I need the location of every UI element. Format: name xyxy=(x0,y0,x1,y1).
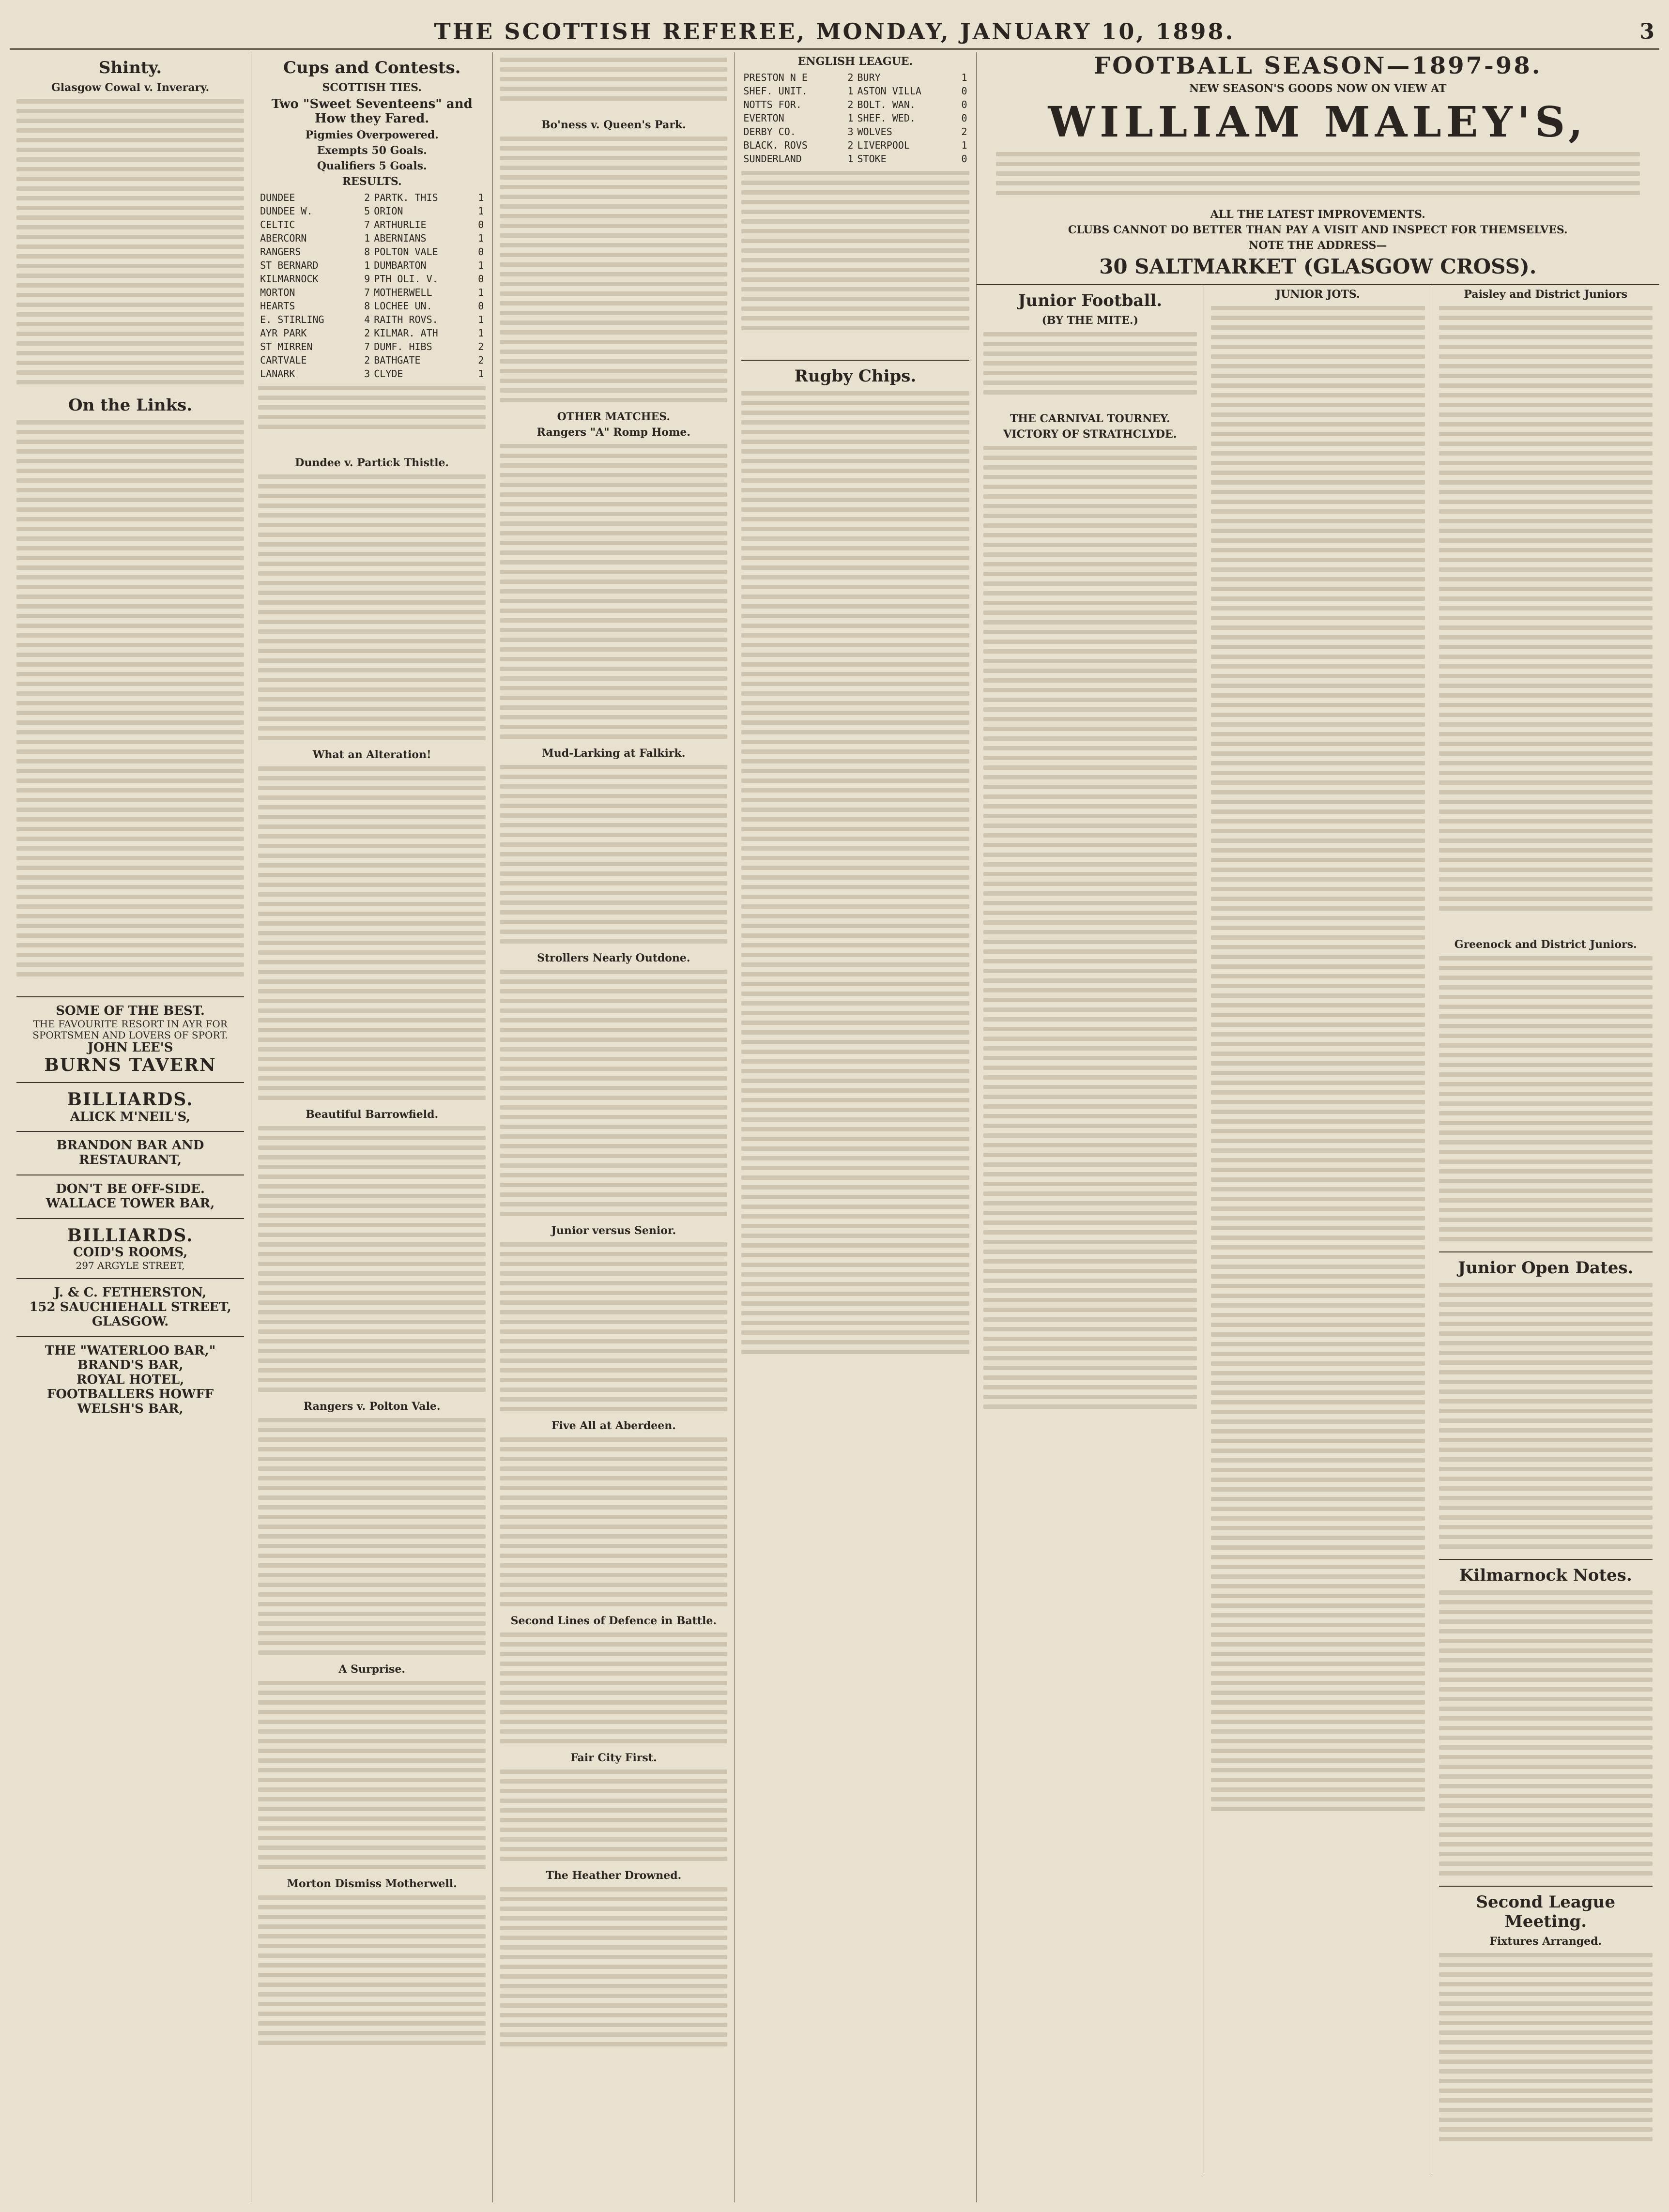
table-row xyxy=(741,138,969,152)
league-cell: 0 xyxy=(961,85,967,97)
league-cell: ASTON VILLA xyxy=(857,85,921,97)
column-2 xyxy=(251,52,493,2202)
morton-text xyxy=(258,1895,486,2089)
heather-heading: The Heather Drowned. xyxy=(546,1869,682,1882)
result-cell: DUNDEE W. xyxy=(260,205,313,217)
table-row xyxy=(741,84,969,98)
result-cell: 2 xyxy=(478,341,484,352)
table-row xyxy=(741,111,969,125)
league-cell: SHEF. UNIT. xyxy=(743,85,808,97)
result-cell: ORION xyxy=(374,205,403,217)
dundee-heading: Dundee v. Partick Thistle. xyxy=(295,457,449,469)
table-row xyxy=(258,191,486,204)
league-cell: 1 xyxy=(961,72,967,83)
league-cell: PRESTON N E xyxy=(743,72,808,83)
table-row xyxy=(258,259,486,272)
result-cell: KILMARNOCK xyxy=(260,273,319,285)
links-heading: On the Links. xyxy=(68,396,193,415)
ad-mcneil: ALICK M'NEIL'S, xyxy=(70,1109,191,1124)
paisley-heading: Paisley and District Juniors xyxy=(1464,288,1628,301)
column-1 xyxy=(10,52,251,2202)
kilmarnock-heading: Kilmarnock Notes. xyxy=(1459,1566,1632,1585)
shinty-text xyxy=(16,99,244,390)
league-standings xyxy=(741,171,969,355)
boness-text xyxy=(500,137,727,408)
dundee-text xyxy=(258,474,486,746)
table-row xyxy=(741,71,969,84)
column-3 xyxy=(493,52,735,2202)
league-cell: WOLVES xyxy=(857,126,892,137)
league-cell: 2 xyxy=(847,72,854,83)
cups-sub2: Two "Sweet Seventeens" and How they Fared. xyxy=(271,97,473,126)
league-cell: 1 xyxy=(847,153,854,165)
greenock-text xyxy=(1439,956,1653,1247)
surprise-text xyxy=(258,1681,486,1875)
table-row xyxy=(258,204,486,218)
english-league-heading: ENGLISH LEAGUE. xyxy=(797,55,913,68)
maley-line4: NOTE THE ADDRESS— xyxy=(1249,239,1387,252)
second-league-heading: Second League Meeting. xyxy=(1476,1892,1616,1931)
result-cell: POLTON VALE xyxy=(374,246,438,258)
second-lines-heading: Second Lines of Defence in Battle. xyxy=(510,1615,717,1627)
rangers-a-text xyxy=(500,444,727,744)
table-row xyxy=(258,340,486,353)
table-row xyxy=(258,245,486,259)
result-cell: 1 xyxy=(364,259,370,271)
surprise-heading: A Surprise. xyxy=(338,1663,405,1676)
result-cell: 1 xyxy=(478,368,484,380)
fair-city-heading: Fair City First. xyxy=(570,1752,657,1764)
result-cell: RANGERS xyxy=(260,246,301,258)
maley-ad xyxy=(977,52,1659,285)
right-columns xyxy=(977,285,1659,2173)
masthead-title: THE SCOTTISH REFEREE, MONDAY, JANUARY 10, 1898. xyxy=(434,18,1235,45)
maley-name: WILLIAM MALEY'S, xyxy=(1048,98,1588,147)
league-cell: STOKE xyxy=(857,153,887,165)
maley-line1: NEW SEASON'S GOODS NOW ON VIEW AT xyxy=(1189,82,1447,95)
strollers-heading: Strollers Nearly Outdone. xyxy=(537,952,690,964)
league-cell: BURY xyxy=(857,72,881,83)
result-cell: 4 xyxy=(364,314,370,325)
open-dates-heading: Junior Open Dates. xyxy=(1458,1258,1634,1278)
maley-address: 30 SALTMARKET (GLASGOW CROSS). xyxy=(1099,255,1537,278)
league-cell: SHEF. WED. xyxy=(857,112,916,124)
result-cell: PARTK. THIS xyxy=(374,192,438,203)
ad-billiards-title-2: BILLIARDS. xyxy=(67,1225,194,1246)
alteration-text xyxy=(258,766,486,1105)
table-row xyxy=(258,218,486,231)
result-cell: DUMBARTON xyxy=(374,259,427,271)
aberdeen-text xyxy=(500,1437,727,1612)
ad-fetherston xyxy=(16,1286,244,1329)
result-cell: KILMAR. ATH xyxy=(374,327,438,339)
ad-lee-title: JOHN LEE'S xyxy=(87,1040,173,1055)
ad-coids-address: 297 ARGYLE STREET, xyxy=(76,1260,185,1272)
results-heading: RESULTS. xyxy=(342,175,402,188)
barrowfield-heading: Beautiful Barrowfield. xyxy=(306,1108,439,1121)
second-lines-text xyxy=(500,1632,727,1749)
ad-misc xyxy=(16,1344,244,1416)
ad-royal-hotel: ROYAL HOTEL, xyxy=(76,1372,184,1387)
result-cell: 2 xyxy=(364,192,370,203)
carnival-heading: THE CARNIVAL TOURNEY. xyxy=(1010,412,1170,425)
result-cell: 1 xyxy=(478,259,484,271)
maley-line3: CLUBS CANNOT DO BETTER THAN PAY A VISIT AND INSPECT FOR THEMSELVES. xyxy=(1068,224,1568,236)
result-cell: CLYDE xyxy=(374,368,403,380)
rugby-heading: Rugby Chips. xyxy=(794,366,917,386)
result-cell: 0 xyxy=(478,246,484,258)
league-cell: 1 xyxy=(961,139,967,151)
result-cell: 3 xyxy=(364,368,370,380)
paisley-text xyxy=(1439,306,1653,935)
table-row xyxy=(741,125,969,138)
result-cell: 0 xyxy=(478,273,484,285)
junior-heading: Junior Football. xyxy=(1018,291,1163,310)
league-cell: BLACK. ROVS xyxy=(743,139,808,151)
league-cell: NOTTS FOR. xyxy=(743,99,802,110)
league-cell: 2 xyxy=(961,126,967,137)
ad-fetherston-address: 152 SAUCHIEHALL STREET, GLASGOW. xyxy=(29,1300,231,1329)
result-cell: MOTHERWELL xyxy=(374,287,432,298)
league-cell: 1 xyxy=(847,85,854,97)
result-cell: 1 xyxy=(478,287,484,298)
strollers-text xyxy=(500,970,727,1221)
league-cell: EVERTON xyxy=(743,112,784,124)
table-row xyxy=(258,286,486,299)
cups-sub4: Exempts 50 Goals. xyxy=(317,144,427,157)
result-cell: 2 xyxy=(364,327,370,339)
ad-waterloo: THE "WATERLOO BAR," xyxy=(45,1343,216,1358)
result-cell: 7 xyxy=(364,341,370,352)
result-cell: 8 xyxy=(364,246,370,258)
result-cell: 7 xyxy=(364,287,370,298)
column-5 xyxy=(977,285,1204,2173)
strathclyde-heading: VICTORY OF STRATHCLYDE. xyxy=(1003,428,1177,441)
result-cell: BATHGATE xyxy=(374,354,421,366)
alteration-heading: What an Alteration! xyxy=(312,748,431,761)
other-matches-heading: OTHER MATCHES. xyxy=(557,411,671,423)
table-row xyxy=(258,367,486,381)
league-cell: BOLT. WAN. xyxy=(857,99,916,110)
maley-details xyxy=(977,152,1659,205)
result-cell: PTH OLI. V. xyxy=(374,273,438,285)
result-cell: HEARTS xyxy=(260,300,295,312)
result-cell: 1 xyxy=(478,232,484,244)
result-cell: 9 xyxy=(364,273,370,285)
greenock-heading: Greenock and District Juniors. xyxy=(1454,938,1637,951)
result-cell: ABERCORN xyxy=(260,232,307,244)
junior-byline: (BY THE MITE.) xyxy=(1041,314,1138,327)
column-6 xyxy=(1204,285,1432,2173)
cups-heading: Cups and Contests. xyxy=(283,58,461,77)
result-cell: 1 xyxy=(478,314,484,325)
league-cell: SUNDERLAND xyxy=(743,153,802,165)
columns xyxy=(10,52,1659,2202)
heather-text xyxy=(500,1887,727,2061)
result-cell: 0 xyxy=(478,300,484,312)
shinty-subheading: Glasgow Cowal v. Inverary. xyxy=(51,81,210,94)
table-row xyxy=(258,313,486,326)
ad-best-text: THE FAVOURITE RESORT IN AYR FOR SPORTSMEN AND LOVERS OF SPORT. xyxy=(32,1018,228,1041)
barrowfield-text xyxy=(258,1126,486,1397)
fair-city-text xyxy=(500,1770,727,1866)
league-cell: DERBY CO. xyxy=(743,126,796,137)
result-cell: 1 xyxy=(478,327,484,339)
ad-coids xyxy=(16,1226,244,1271)
result-cell: 0 xyxy=(478,219,484,230)
result-cell: 8 xyxy=(364,300,370,312)
ad-brandon xyxy=(16,1139,244,1168)
cups-sub1: SCOTTISH TIES. xyxy=(322,81,422,94)
ad-billiards xyxy=(16,1090,244,1124)
table-row xyxy=(741,98,969,111)
result-cell: MORTON xyxy=(260,287,295,298)
table-row xyxy=(258,231,486,245)
league-cell: 0 xyxy=(961,153,967,165)
aberdeen-heading: Five All at Aberdeen. xyxy=(551,1419,676,1432)
ad-brandon-title: BRANDON BAR AND RESTAURANT, xyxy=(56,1138,204,1168)
results-table xyxy=(258,191,486,381)
league-cell: 0 xyxy=(961,112,967,124)
league-cell: LIVERPOOL xyxy=(857,139,910,151)
links-text xyxy=(16,420,244,992)
junior-senior-text xyxy=(500,1242,727,1417)
result-cell: ST BERNARD xyxy=(260,259,319,271)
english-league-table xyxy=(741,71,969,166)
ad-howff: FOOTBALLERS HOWFF xyxy=(46,1387,214,1402)
fixtures-text xyxy=(1439,1953,1653,2147)
results-notes xyxy=(258,386,486,454)
result-cell: 1 xyxy=(364,232,370,244)
result-cell: 1 xyxy=(478,192,484,203)
table-row xyxy=(258,299,486,313)
rangers-a-heading: Rangers "A" Romp Home. xyxy=(536,426,691,439)
junior-jots-text xyxy=(1211,306,1424,2097)
table-row xyxy=(258,272,486,286)
morton-heading: Morton Dismiss Motherwell. xyxy=(287,1877,457,1890)
result-cell: ABERNIANS xyxy=(374,232,427,244)
right-region xyxy=(977,52,1659,2202)
ad-offside xyxy=(16,1182,244,1211)
result-cell: DUMF. HIBS xyxy=(374,341,432,352)
result-cell: CELTIC xyxy=(260,219,295,230)
column-4 xyxy=(735,52,976,2202)
junior-jots-heading: JUNIOR JOTS. xyxy=(1275,288,1360,301)
league-cell: 0 xyxy=(961,99,967,110)
result-cell: RAITH ROVS. xyxy=(374,314,438,325)
shinty-heading: Shinty. xyxy=(98,58,162,77)
ad-offside-title: DON'T BE OFF-SIDE. xyxy=(56,1182,205,1197)
cups-sub3: Pigmies Overpowered. xyxy=(305,129,439,141)
ad-welsh: WELSH'S BAR, xyxy=(77,1401,184,1416)
kilmarnock-text xyxy=(1439,1590,1653,1881)
result-cell: LOCHEE UN. xyxy=(374,300,432,312)
result-cell: 5 xyxy=(364,205,370,217)
ad-best-title: SOME OF THE BEST. xyxy=(56,1004,205,1018)
result-cell: ARTHURLIE xyxy=(374,219,427,230)
fixtures-heading: Fixtures Arranged. xyxy=(1489,1935,1602,1948)
junior-senior-heading: Junior versus Senior. xyxy=(551,1224,676,1237)
result-cell: 2 xyxy=(364,354,370,366)
ad-wallace-tower: WALLACE TOWER BAR, xyxy=(46,1196,215,1211)
ad-coids-title: COID'S ROOMS, xyxy=(73,1245,188,1260)
result-cell: 2 xyxy=(478,354,484,366)
junior-text xyxy=(983,446,1197,2044)
result-cell: 7 xyxy=(364,219,370,230)
table-row xyxy=(258,353,486,367)
ad-burns-tavern: BURNS TAVERN xyxy=(44,1054,216,1075)
page-number: 3 xyxy=(1639,19,1654,44)
ad-fetherston-title: J. & C. FETHERSTON, xyxy=(54,1285,207,1300)
col3-top-text xyxy=(500,58,727,116)
polton-heading: Rangers v. Polton Vale. xyxy=(303,1400,441,1413)
league-cell: 1 xyxy=(847,112,854,124)
rugby-text xyxy=(741,391,969,1844)
result-cell: LANARK xyxy=(260,368,295,380)
result-cell: ST MIRREN xyxy=(260,341,313,352)
boness-heading: Bo'ness v. Queen's Park. xyxy=(541,119,686,131)
table-row xyxy=(741,152,969,166)
result-cell: AYR PARK xyxy=(260,327,307,339)
junior-ties xyxy=(983,332,1197,410)
maley-season: FOOTBALL SEASON—1897-98. xyxy=(1094,52,1542,79)
table-row xyxy=(258,326,486,340)
league-cell: 2 xyxy=(847,99,854,110)
league-cell: 2 xyxy=(847,139,854,151)
open-dates-text xyxy=(1439,1283,1653,1554)
result-cell: E. STIRLING xyxy=(260,314,324,325)
falkirk-heading: Mud-Larking at Falkirk. xyxy=(542,747,686,760)
league-cell: 3 xyxy=(847,126,854,137)
ad-best xyxy=(16,1004,244,1075)
maley-line2: ALL THE LATEST IMPROVEMENTS. xyxy=(1210,208,1425,221)
masthead xyxy=(10,15,1659,50)
polton-text xyxy=(258,1418,486,1660)
falkirk-text xyxy=(500,765,727,949)
result-cell: 1 xyxy=(478,205,484,217)
ad-brands: BRAND'S BAR, xyxy=(77,1358,184,1373)
cups-sub5: Qualifiers 5 Goals. xyxy=(317,160,427,172)
column-7 xyxy=(1432,285,1659,2173)
result-cell: DUNDEE xyxy=(260,192,295,203)
result-cell: CARTVALE xyxy=(260,354,307,366)
ad-billiards-title: BILLIARDS. xyxy=(67,1089,194,1110)
